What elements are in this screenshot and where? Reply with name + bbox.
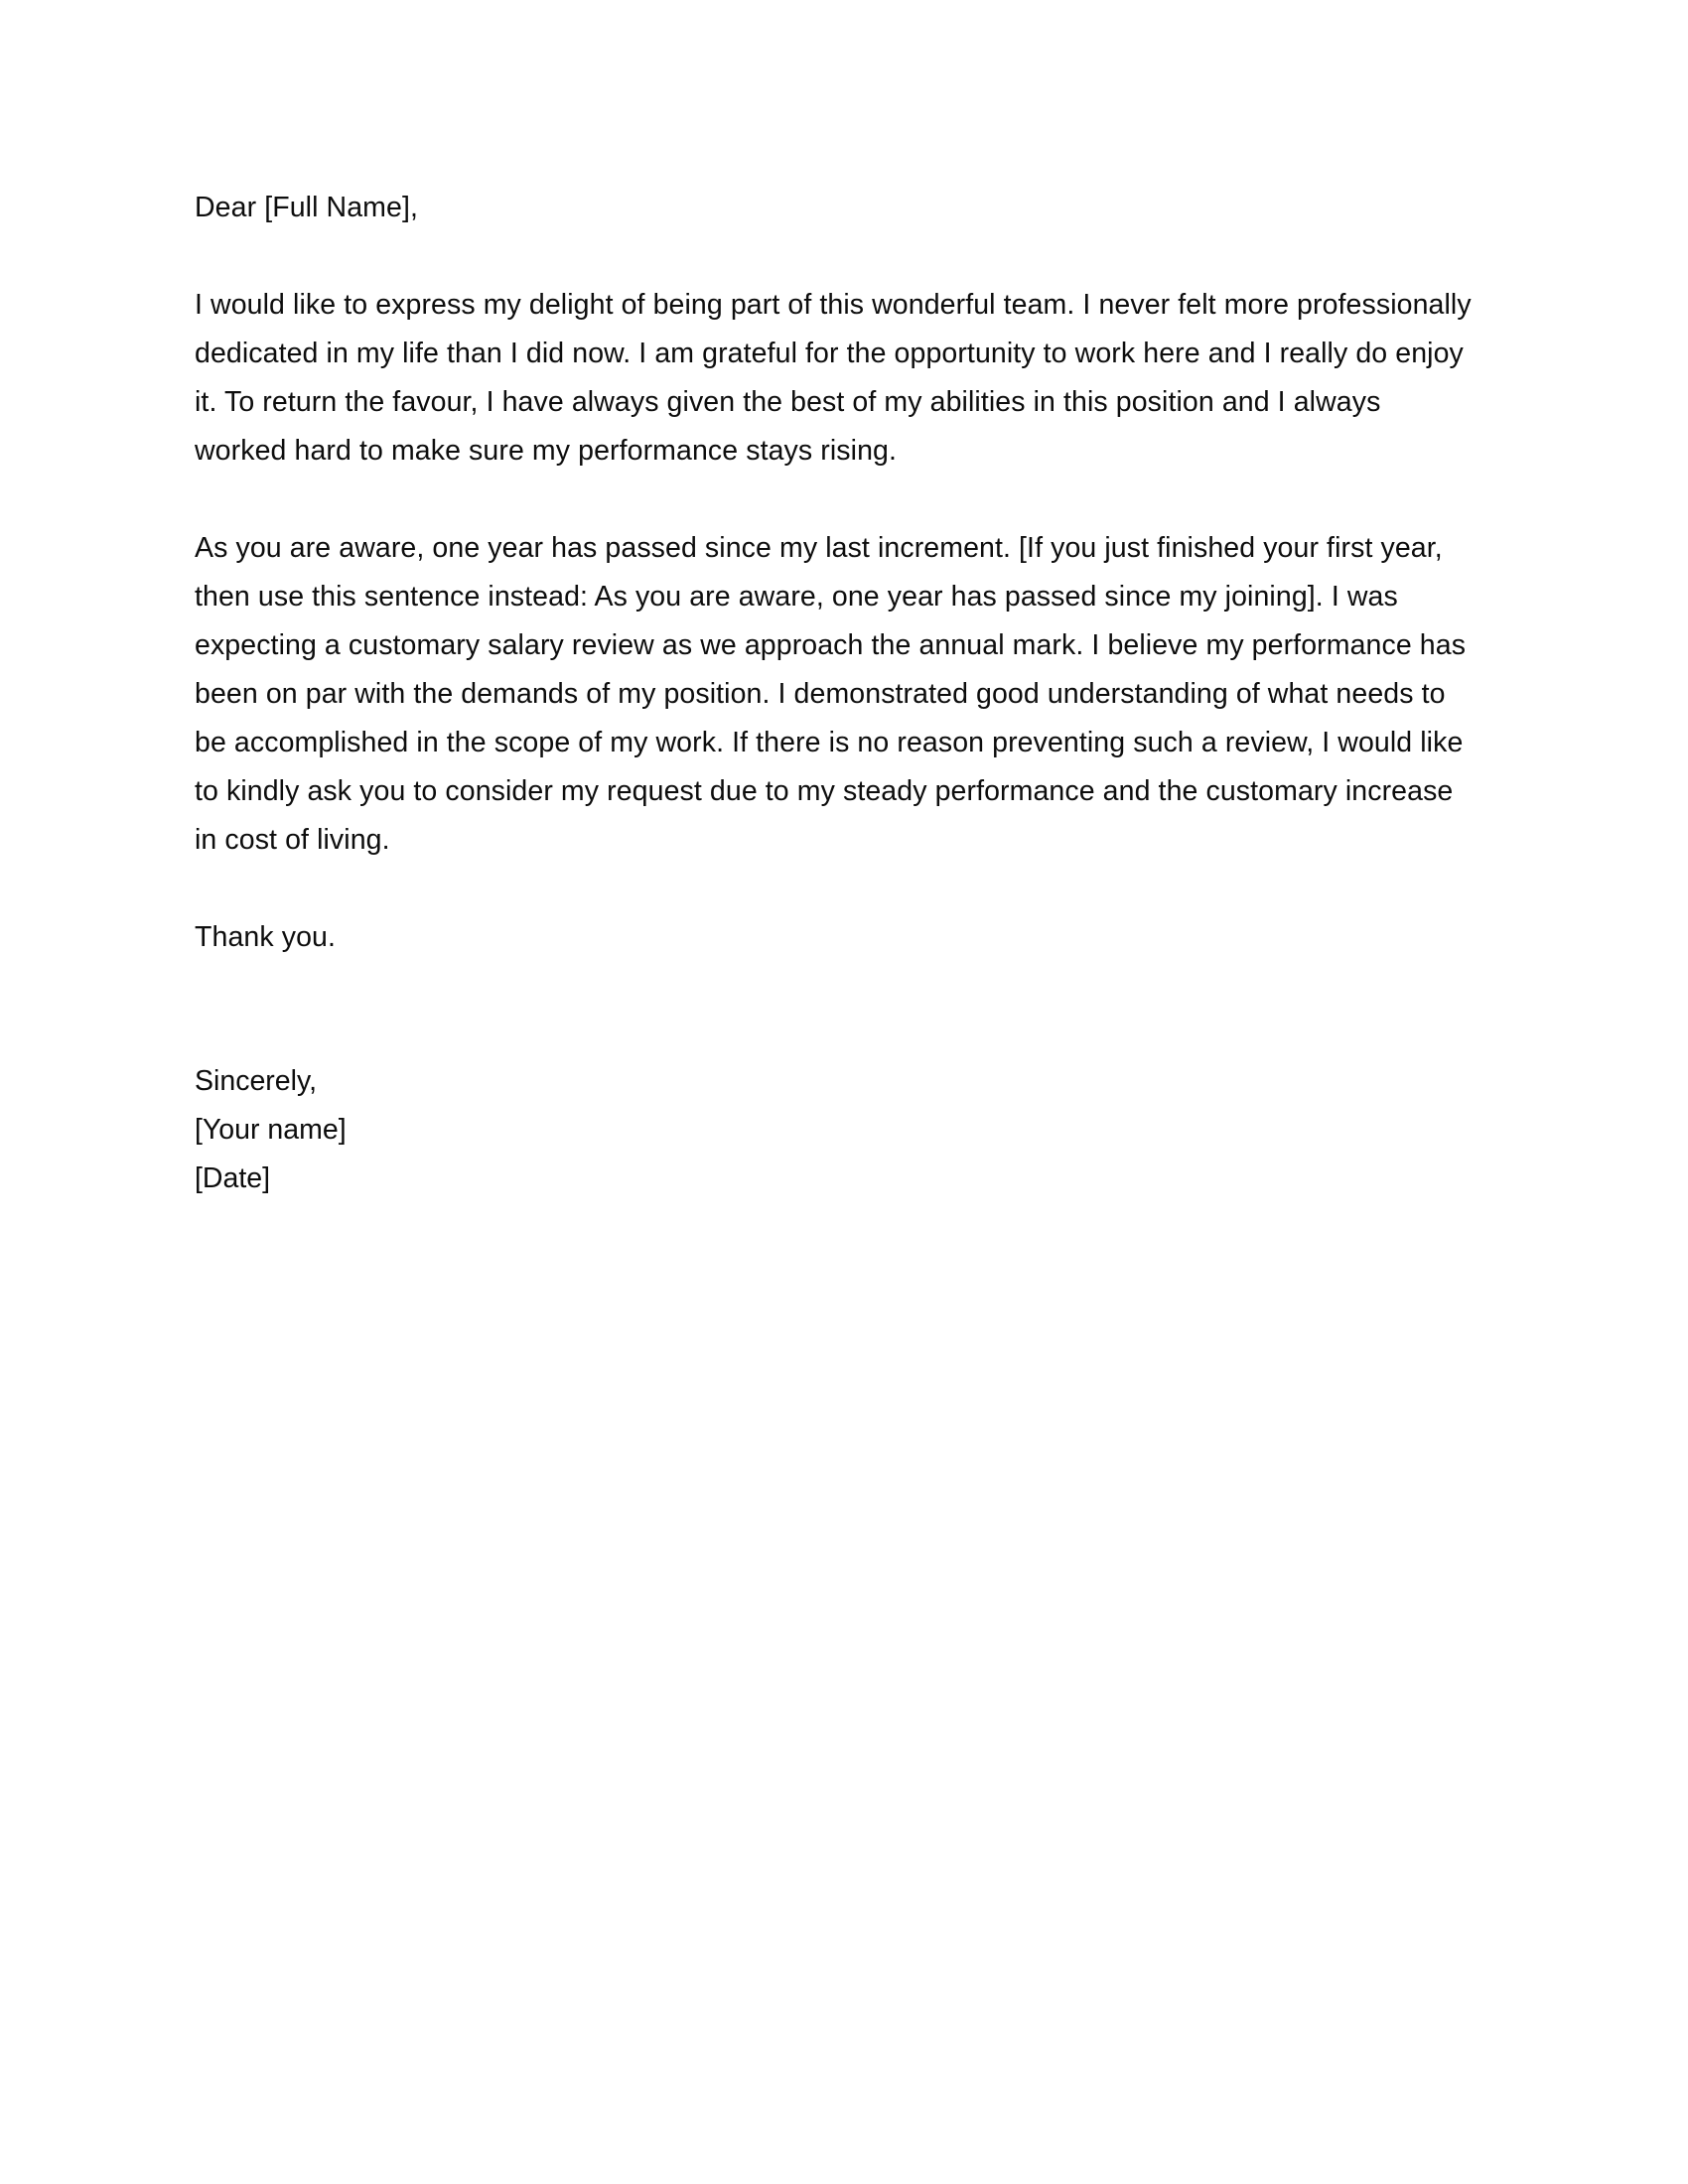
sign-off-line: Sincerely, <box>195 1065 318 1097</box>
paragraph-2: As you are aware, one year has passed since my last increment. [If you just finished your first year, then use this sentence instead: As you are aware, one year has passed since my joining]. I was expecting a customary salary review as we approach the annual mark. I believe my performance has been on par with the demands of my position. I demonstrated good understanding of what needs to be accomplished in the scope of my work. If there is no reason preventing such a review, I would like to kindly ask you to consider my request due to my steady performance and the customary increase in cost of living. <box>195 532 1467 856</box>
paragraph-1: I would like to express my delight of being part of this wonderful team. I never felt more professionally dedicated in my life than I did now. I am grateful for the opportunity to work here and I really do enjoy it. To return the favour, I have always given the best of my abilities in this position and I always worked hard to make sure my performance stays rising. <box>195 289 1472 467</box>
salutation-line: Dear [Full Name], <box>195 192 419 223</box>
closing-block <box>195 1057 1476 1203</box>
letter-body <box>195 184 1476 1203</box>
thank-you-line: Thank you. <box>195 921 336 953</box>
sender-name-placeholder: [Your name] <box>195 1114 347 1146</box>
date-placeholder: [Date] <box>195 1162 271 1194</box>
